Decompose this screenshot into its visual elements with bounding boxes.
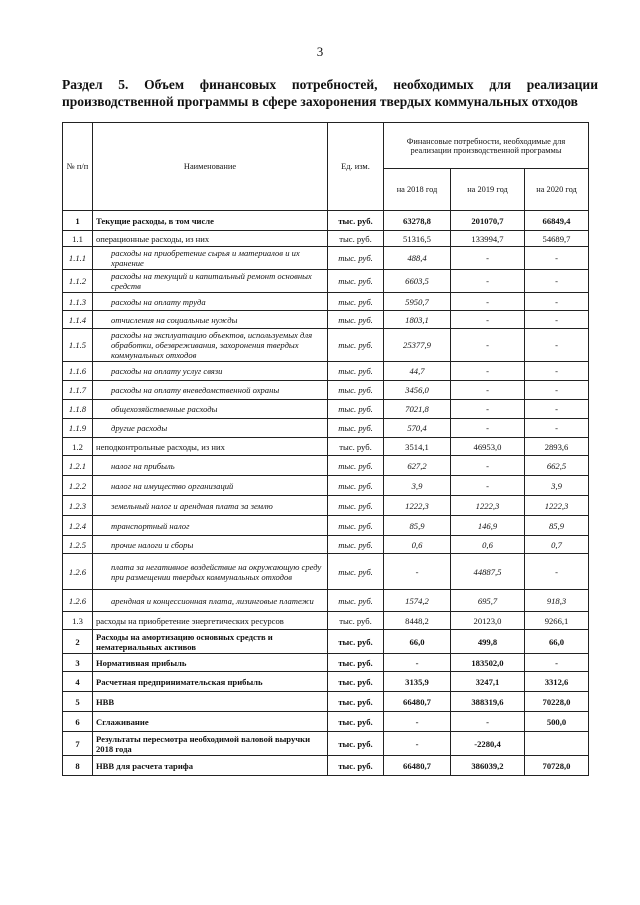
row-num: 1.1.5 <box>63 329 93 362</box>
row-num: 8 <box>63 756 93 776</box>
row-value-2019: 386039,2 <box>451 756 525 776</box>
row-name: другие расходы <box>93 419 328 438</box>
row-value-2020: 85,9 <box>525 516 589 536</box>
row-value-2020: - <box>525 654 589 672</box>
row-value-2019: 388319,6 <box>451 692 525 712</box>
row-unit: тыс. руб. <box>328 712 384 732</box>
table-row <box>63 329 589 362</box>
row-value-2018: 66480,7 <box>384 692 451 712</box>
row-unit: тыс. руб. <box>328 612 384 630</box>
row-value-2020: 500,0 <box>525 712 589 732</box>
table-row <box>63 732 589 756</box>
section-title <box>62 76 598 110</box>
row-value-2018: - <box>384 732 451 756</box>
row-unit: тыс. руб. <box>328 630 384 654</box>
table-row <box>63 712 589 732</box>
row-value-2018: 3456,0 <box>384 381 451 400</box>
table-row <box>63 231 589 247</box>
table-row <box>63 438 589 456</box>
row-value-2020: 918,3 <box>525 590 589 612</box>
row-name: Расчетная предпринимательская прибыль <box>93 672 328 692</box>
row-name: плата за негативное воздействие на окружающую среду при размещении твердых коммунальных отходов <box>93 554 328 590</box>
row-name: Результаты пересмотра необходимой валовой выручки 2018 года <box>93 732 328 756</box>
row-value-2019: - <box>451 381 525 400</box>
header-2018: на 2018 год <box>384 169 451 211</box>
row-value-2019: 146,9 <box>451 516 525 536</box>
row-num: 1.1.3 <box>63 293 93 311</box>
row-value-2018: 5950,7 <box>384 293 451 311</box>
row-num: 1.1.4 <box>63 311 93 329</box>
row-value-2018: 1803,1 <box>384 311 451 329</box>
row-value-2019: 695,7 <box>451 590 525 612</box>
row-unit: тыс. руб. <box>328 476 384 496</box>
row-value-2020: - <box>525 270 589 293</box>
row-num: 2 <box>63 630 93 654</box>
row-name: Сглаживание <box>93 712 328 732</box>
table-row <box>63 496 589 516</box>
row-value-2019: 133994,7 <box>451 231 525 247</box>
row-value-2019: - <box>451 419 525 438</box>
row-value-2019: 183502,0 <box>451 654 525 672</box>
row-name: неподконтрольные расходы, из них <box>93 438 328 456</box>
row-name: расходы на оплату вневедомственной охраны <box>93 381 328 400</box>
row-unit: тыс. руб. <box>328 247 384 270</box>
row-num: 1.1.7 <box>63 381 93 400</box>
header-2020: на 2020 год <box>525 169 589 211</box>
table-row <box>63 311 589 329</box>
row-num: 6 <box>63 712 93 732</box>
row-value-2018: 25377,9 <box>384 329 451 362</box>
table-body <box>63 211 589 776</box>
row-unit: тыс. руб. <box>328 329 384 362</box>
row-value-2020: - <box>525 400 589 419</box>
row-value-2019: 44887,5 <box>451 554 525 590</box>
row-name: Нормативная прибыль <box>93 654 328 672</box>
table-row <box>63 247 589 270</box>
row-value-2019: 1222,3 <box>451 496 525 516</box>
row-value-2019: - <box>451 476 525 496</box>
row-unit: тыс. руб. <box>328 270 384 293</box>
table-row <box>63 270 589 293</box>
row-value-2018: 6603,5 <box>384 270 451 293</box>
row-num: 5 <box>63 692 93 712</box>
row-value-2019: - <box>451 712 525 732</box>
row-unit: тыс. руб. <box>328 456 384 476</box>
row-value-2020: - <box>525 381 589 400</box>
table-row <box>63 630 589 654</box>
row-name: операционные расходы, из них <box>93 231 328 247</box>
row-num: 1.1.1 <box>63 247 93 270</box>
row-name: отчисления на социальные нужды <box>93 311 328 329</box>
row-value-2018: 44,7 <box>384 362 451 381</box>
row-name: земельный налог и арендная плата за землю <box>93 496 328 516</box>
row-num: 1.2.6 <box>63 554 93 590</box>
row-value-2020: - <box>525 329 589 362</box>
row-name: арендная и концессионная плата, лизинговые платежи <box>93 590 328 612</box>
row-value-2018: 63278,8 <box>384 211 451 231</box>
row-value-2019: 20123,0 <box>451 612 525 630</box>
row-value-2020: 0,7 <box>525 536 589 554</box>
row-value-2020: - <box>525 362 589 381</box>
row-value-2019: 201070,7 <box>451 211 525 231</box>
row-value-2018: 0,6 <box>384 536 451 554</box>
row-value-2018: - <box>384 554 451 590</box>
row-unit: тыс. руб. <box>328 692 384 712</box>
row-value-2020: 70728,0 <box>525 756 589 776</box>
row-name: Расходы на амортизацию основных средств и нематериальных активов <box>93 630 328 654</box>
table-row <box>63 692 589 712</box>
row-value-2020: 3,9 <box>525 476 589 496</box>
table-row <box>63 362 589 381</box>
section-title-line-1: Раздел 5. Объем финансовых потребностей, необходимых для реализации <box>62 77 598 92</box>
row-value-2019: - <box>451 456 525 476</box>
row-name: налог на прибыль <box>93 456 328 476</box>
row-unit: тыс. руб. <box>328 400 384 419</box>
row-value-2019: - <box>451 400 525 419</box>
row-num: 1.3 <box>63 612 93 630</box>
header-group: Финансовые потребности, необходимые для реализации производственной программы <box>384 123 589 169</box>
row-unit: тыс. руб. <box>328 672 384 692</box>
row-num: 3 <box>63 654 93 672</box>
row-name: расходы на оплату услуг связи <box>93 362 328 381</box>
row-num: 1.2 <box>63 438 93 456</box>
row-unit: тыс. руб. <box>328 756 384 776</box>
row-value-2019: - <box>451 362 525 381</box>
row-num: 1.1.9 <box>63 419 93 438</box>
row-value-2020: 66849,4 <box>525 211 589 231</box>
row-value-2019: 3247,1 <box>451 672 525 692</box>
row-value-2018: 627,2 <box>384 456 451 476</box>
row-value-2019: - <box>451 247 525 270</box>
row-value-2020: - <box>525 311 589 329</box>
row-name: налог на имущество организаций <box>93 476 328 496</box>
header-unit: Ед. изм. <box>328 123 384 211</box>
row-name: Текущие расходы, в том числе <box>93 211 328 231</box>
row-value-2020: 54689,7 <box>525 231 589 247</box>
row-name: транспортный налог <box>93 516 328 536</box>
table-row <box>63 456 589 476</box>
row-num: 1 <box>63 211 93 231</box>
row-unit: тыс. руб. <box>328 496 384 516</box>
row-value-2018: 570,4 <box>384 419 451 438</box>
row-num: 1.2.6 <box>63 590 93 612</box>
row-value-2020: 1222,3 <box>525 496 589 516</box>
row-value-2020: - <box>525 419 589 438</box>
row-name: расходы на оплату труда <box>93 293 328 311</box>
header-num: № п/п <box>63 123 93 211</box>
row-value-2018: 1574,2 <box>384 590 451 612</box>
table-row <box>63 756 589 776</box>
row-value-2018: - <box>384 654 451 672</box>
row-value-2019: - <box>451 270 525 293</box>
row-value-2020: 70228,0 <box>525 692 589 712</box>
row-unit: тыс. руб. <box>328 231 384 247</box>
row-unit: тыс. руб. <box>328 590 384 612</box>
row-value-2018: 3135,9 <box>384 672 451 692</box>
row-unit: тыс. руб. <box>328 362 384 381</box>
row-unit: тыс. руб. <box>328 438 384 456</box>
table-row <box>63 419 589 438</box>
row-value-2019: - <box>451 329 525 362</box>
row-unit: тыс. руб. <box>328 536 384 554</box>
row-value-2020: 3312,6 <box>525 672 589 692</box>
row-value-2018: 488,4 <box>384 247 451 270</box>
row-unit: тыс. руб. <box>328 516 384 536</box>
row-value-2018: - <box>384 712 451 732</box>
row-value-2018: 1222,3 <box>384 496 451 516</box>
row-value-2018: 3,9 <box>384 476 451 496</box>
row-num: 1.2.1 <box>63 456 93 476</box>
section-title-line-2: производственной программы в сфере захоронения твердых коммунальных <box>62 94 529 109</box>
table-row <box>63 672 589 692</box>
row-name: расходы на приобретение сырья и материалов и их хранение <box>93 247 328 270</box>
row-unit: тыс. руб. <box>328 554 384 590</box>
row-value-2019: 499,8 <box>451 630 525 654</box>
row-name: НВВ <box>93 692 328 712</box>
row-num: 1.2.4 <box>63 516 93 536</box>
row-value-2020 <box>525 732 589 756</box>
row-value-2020: 9266,1 <box>525 612 589 630</box>
row-value-2020: 662,5 <box>525 456 589 476</box>
table-row <box>63 400 589 419</box>
table-row <box>63 590 589 612</box>
table-row <box>63 536 589 554</box>
page-number: 3 <box>316 44 324 59</box>
table-row <box>63 211 589 231</box>
row-num: 1.1.2 <box>63 270 93 293</box>
row-value-2018: 8448,2 <box>384 612 451 630</box>
row-value-2019: 0,6 <box>451 536 525 554</box>
row-value-2019: - <box>451 293 525 311</box>
row-value-2018: 66480,7 <box>384 756 451 776</box>
row-unit: тыс. руб. <box>328 381 384 400</box>
row-unit: тыс. руб. <box>328 654 384 672</box>
row-value-2019: - <box>451 311 525 329</box>
table-row <box>63 654 589 672</box>
table-row <box>63 516 589 536</box>
row-value-2018: 85,9 <box>384 516 451 536</box>
row-name: прочие налоги и сборы <box>93 536 328 554</box>
row-value-2020: 2893,6 <box>525 438 589 456</box>
row-value-2018: 3514,1 <box>384 438 451 456</box>
row-unit: тыс. руб. <box>328 311 384 329</box>
row-num: 1.2.2 <box>63 476 93 496</box>
row-value-2020: 66,0 <box>525 630 589 654</box>
financial-needs-table <box>62 122 589 776</box>
row-name: расходы на приобретение энергетических ресурсов <box>93 612 328 630</box>
section-title-line-3: отходов <box>531 94 578 109</box>
row-num: 1.2.5 <box>63 536 93 554</box>
row-unit: тыс. руб. <box>328 293 384 311</box>
row-unit: тыс. руб. <box>328 732 384 756</box>
row-name: расходы на эксплуатацию объектов, используемых для обработки, обезвреживания, захоронения твердых коммунальных отходов <box>93 329 328 362</box>
table-row <box>63 612 589 630</box>
row-value-2019: -2280,4 <box>451 732 525 756</box>
header-name: Наименование <box>93 123 328 211</box>
row-num: 1.1 <box>63 231 93 247</box>
table-row <box>63 476 589 496</box>
row-value-2018: 51316,5 <box>384 231 451 247</box>
row-num: 4 <box>63 672 93 692</box>
header-2019: на 2019 год <box>451 169 525 211</box>
row-value-2020: - <box>525 554 589 590</box>
table-row <box>63 293 589 311</box>
row-num: 7 <box>63 732 93 756</box>
row-value-2020: - <box>525 247 589 270</box>
row-unit: тыс. руб. <box>328 211 384 231</box>
row-value-2018: 66,0 <box>384 630 451 654</box>
row-num: 1.1.8 <box>63 400 93 419</box>
row-num: 1.1.6 <box>63 362 93 381</box>
row-name: расходы на текущий и капитальный ремонт основных средств <box>93 270 328 293</box>
row-value-2018: 7021,8 <box>384 400 451 419</box>
row-name: НВВ для расчета тарифа <box>93 756 328 776</box>
row-value-2020: - <box>525 293 589 311</box>
table-row <box>63 381 589 400</box>
table-row <box>63 554 589 590</box>
row-num: 1.2.3 <box>63 496 93 516</box>
row-value-2019: 46953,0 <box>451 438 525 456</box>
row-unit: тыс. руб. <box>328 419 384 438</box>
row-name: общехозяйственные расходы <box>93 400 328 419</box>
